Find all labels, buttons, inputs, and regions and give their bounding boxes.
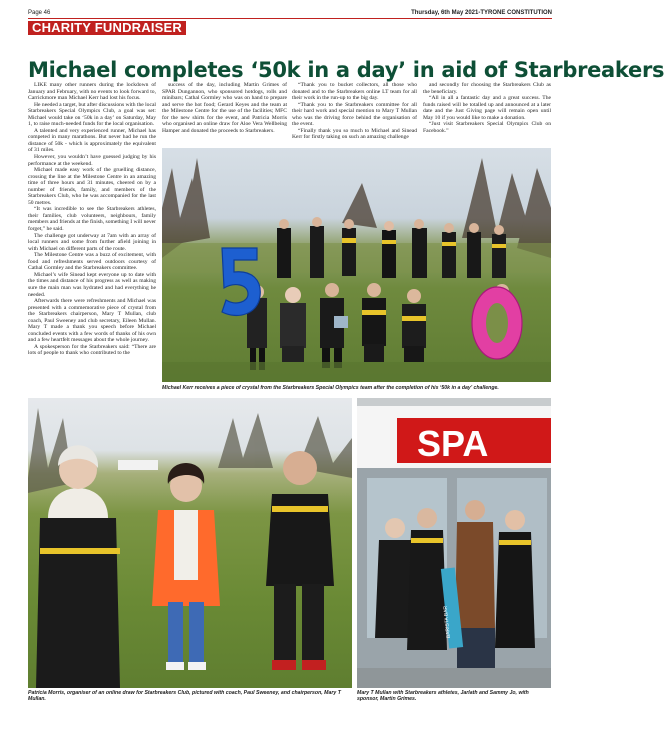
paragraph: Michael’s wife Sinead kept everyone up to date with the times and distance of his progress as well as making sure the main man was hydrated and had everything he needed. — [28, 271, 156, 298]
presentation-photo-scene — [28, 398, 352, 688]
paragraph: “Thank you to the Starbreakers committee for all their hard work and special mention to Mary T Mullan who was the driving force behind the organisation of the event. — [292, 101, 417, 128]
paragraph: and secondly for choosing the Starbreakers Club as the beneficiary. — [423, 82, 551, 95]
group-photo — [162, 148, 551, 382]
paragraph: Afterwards there were refreshments and Michael was presented with a commemorative piece of crystal from the Starbreakers chairperson, Mary T Mullan, club coach, Paul Sweeney and club secretary, Eileen Mullan. Mary T made a thank you speech before Michael concluded events with a few words of thanks of his own and a few heartfelt messages about the whole journey. — [28, 298, 156, 344]
paragraph: success of the day, including Martin Grimes of SPAR Dungannon, who sponsored hotdogs, rolls and minibars; Cathal Gormley who was on hand to prepare and serve the hot food; Gerard Keyes and the team at the Milestone Centre for the use of the facilities; MFC for the new shirts for the event, and Patricia Morris who organised an online draw for Aloe Vera Wellbeing Hamper and donated the proceeds to Starbreakers. — [162, 82, 287, 134]
presentation-photo-caption: Patricia Morris, organiser of an online draw for Starbreakers Club, pictured with coach, Paul Sweeney, and chairperson, Mary T Mullan. — [28, 690, 341, 703]
headline: Michael completes ‘50k in a day’ in aid of Starbreakers — [28, 58, 664, 82]
section-banner — [28, 18, 552, 33]
paragraph: However, you wouldn’t have guessed judging by his performance at the weekend. — [28, 154, 156, 167]
paragraph: Michael made easy work of the gruelling distance, crossing the line at the Milestone Centre in an amazing time of three hours and 31 minutes, cheered on by a number of friends, family, and members of the Starbreakers Club, who he was accompanied for the last 50 metres. — [28, 167, 156, 206]
balloon-five — [222, 248, 260, 315]
paragraph: The challenge got underway at 7am with an array of local runners and some from further afield joining in with Michael on different parts of the route. — [28, 232, 156, 252]
pack-label: BARISTA BAR — [442, 605, 452, 639]
paragraph: The Milestone Centre was a buzz of excitement, with food and refreshments served outdoors courtesy of Cathal Gormley and the Starbreakers committee. — [28, 252, 156, 272]
paragraph: He needed a target, but after discussions with the local Starbreakers Special Olympics Club, a goal was set: Michael would take on ‘50k in a day’ on Saturday, May 1, to raise much-needed funds for the local organisation. — [28, 101, 156, 128]
paragraph: A spokesperson for the Starbreakers said: “There are lots of people to thank who contributed to the — [28, 343, 156, 357]
section-label: CHARITY FUNDRAISER — [28, 21, 186, 35]
paragraph: A talented and very experienced runner, Michael has competed in many marathons. But never had he run the distance of 50k - which is approximately the equivalent of 31 miles. — [28, 127, 156, 154]
article-column-2 — [162, 82, 287, 144]
balloon-zero — [472, 287, 522, 370]
paragraph: “It was incredible to see the Starbreakers athletes, their families, club volunteers, neighbours, family members and friends at the finish, something I will never forget,” he said. — [28, 206, 157, 233]
shop-photo-scene — [357, 398, 551, 688]
page-number: Page 46 — [28, 10, 51, 16]
main-photo-caption: Michael Kerr receives a piece of crystal from the Starbreakers Special Olympics team after the completion of his ‘50k in a day’ challenge. — [162, 385, 499, 391]
page-header — [28, 8, 552, 18]
article-column-3 — [292, 82, 417, 144]
paragraph: “Finally thank you so much to Michael and Sinead Kerr for firstly taking on such an amazing challenge — [292, 127, 417, 141]
paragraph: “All in all a fantastic day and a great success. The funds raised will be totalled up and announced at a later date and the Just Giving page will remain open until May 10 if you would like to make a donation. — [423, 95, 551, 121]
person-middle — [152, 463, 220, 670]
spar-sign-text: SPA — [417, 423, 489, 464]
person-right — [266, 451, 334, 670]
presentation-photo — [28, 398, 352, 688]
article-column-4 — [423, 82, 551, 144]
paragraph: “Just visit Starbreakers Special Olympics Club on Facebook.” — [423, 121, 551, 134]
shop-photo-caption: Mary T Mullan with Starbreakers athletes, Jarlath and Sammy Jo, with sponsor, Martin Grimes. — [357, 690, 529, 703]
paragraph: LIKE many other runners during the lockdown of January and February, with no events to look forward to, Carrickmore man Michael Kerr had lost his focus. — [28, 82, 156, 102]
issue-date: Thursday, 6th May 2021-TYRONE CONSTITUTION — [411, 10, 552, 16]
paragraph: “Thank you to bucket collectors, all those who donated and to the Starbreakers online LT team for all their work in the run-up to the big day. — [292, 82, 417, 102]
group-photo-scene — [162, 148, 551, 382]
shop-photo — [357, 398, 551, 688]
